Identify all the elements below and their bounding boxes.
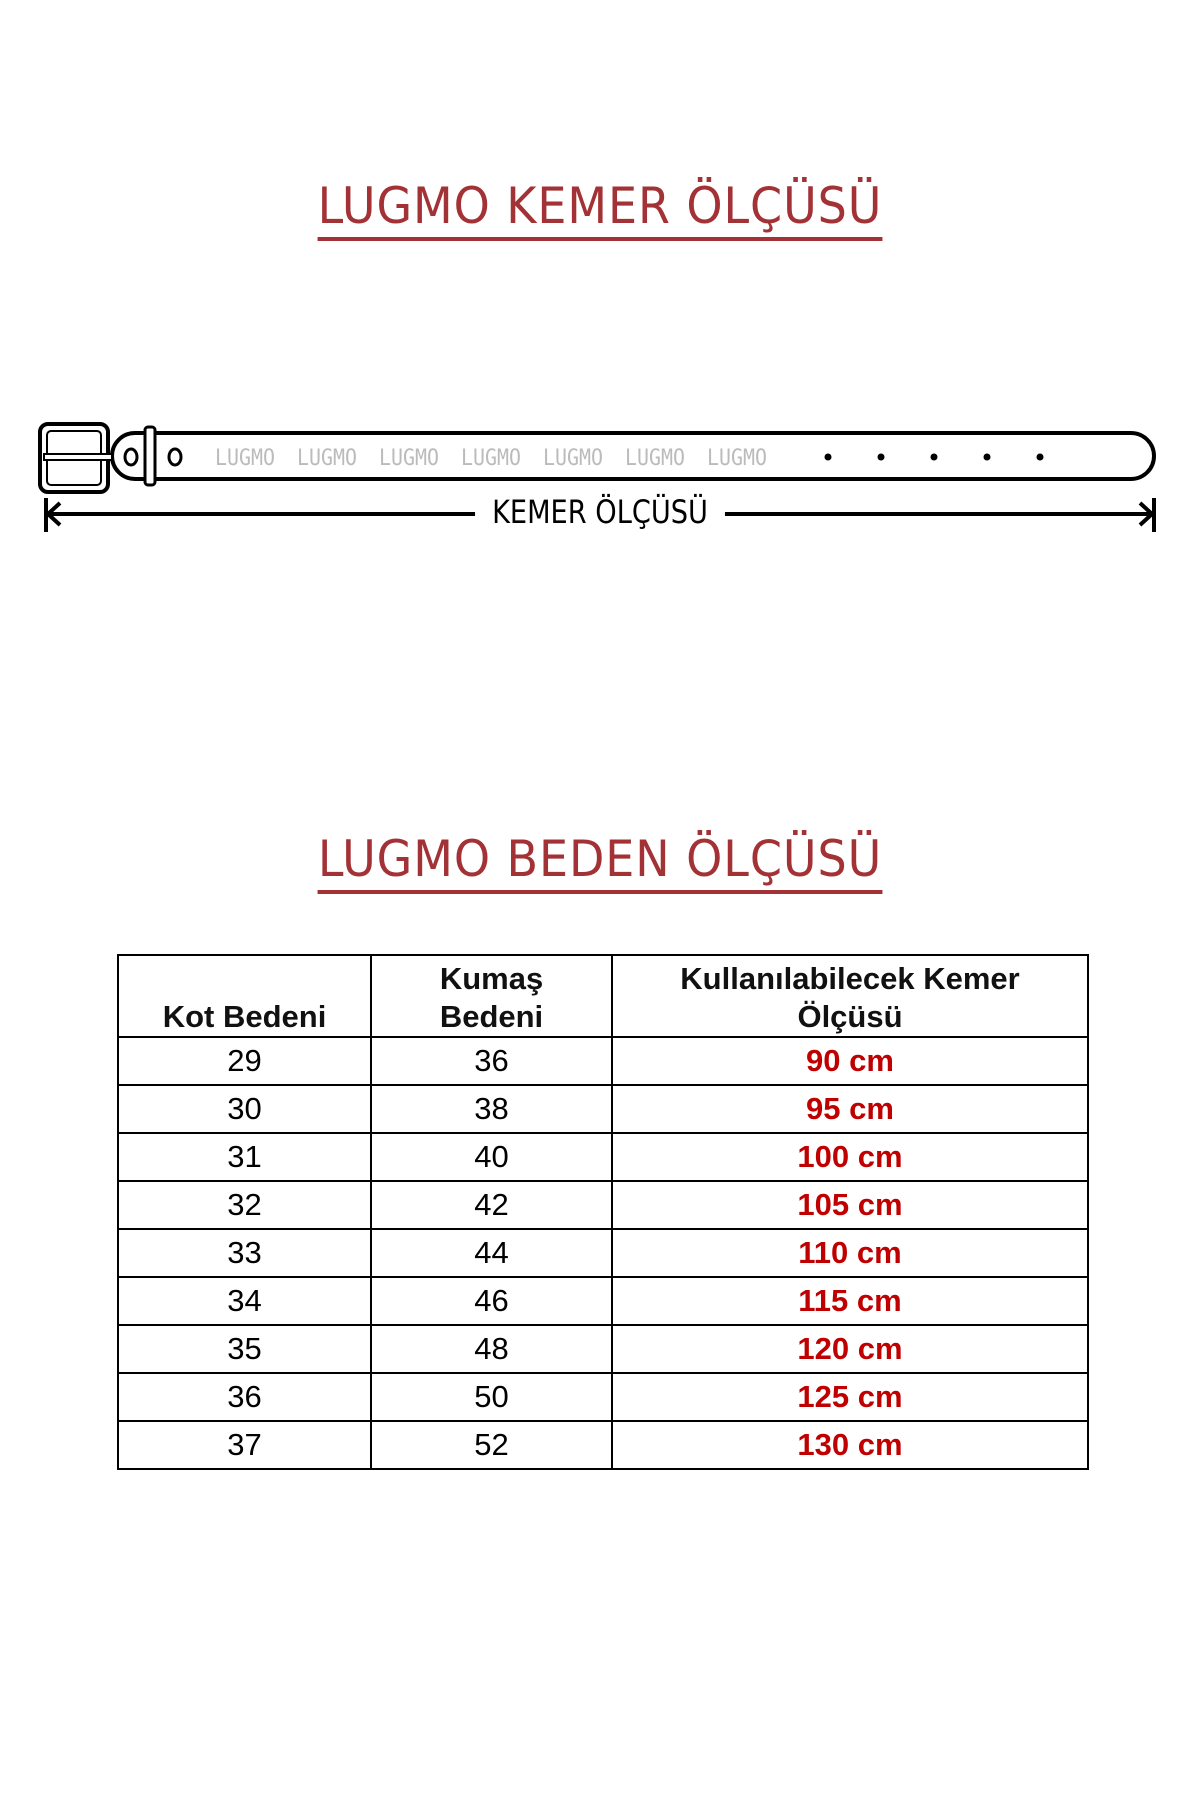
table-row [118,1037,1088,1085]
fabric-size: 40 [371,1133,612,1181]
brand-mark: LUGMO [297,446,357,471]
brand-mark: LUGMO [625,446,685,471]
fabric-size: 46 [371,1277,612,1325]
kot-size: 29 [118,1037,371,1085]
belt-loop-icon [145,427,155,485]
kot-size: 35 [118,1325,371,1373]
belt-size: 105 cm [612,1181,1088,1229]
kot-size: 30 [118,1085,371,1133]
belt-size: 95 cm [612,1085,1088,1133]
table-row [118,1421,1088,1469]
kot-size: 36 [118,1373,371,1421]
kot-size: 34 [118,1277,371,1325]
size-table [117,954,1089,1470]
table-row [118,1277,1088,1325]
belt-size-title: LUGMO KEMER ÖLÇÜSÜ [48,176,1152,236]
belt-size: 100 cm [612,1133,1088,1181]
table-row [118,1181,1088,1229]
fabric-size: 52 [371,1421,612,1469]
belt-size: 130 cm [612,1421,1088,1469]
kot-size: 31 [118,1133,371,1181]
brand-mark: LUGMO [379,446,439,471]
belt-measure-label: KEMER ÖLÇÜSÜ [90,493,1110,531]
table-row [118,1325,1088,1373]
belt-size: 120 cm [612,1325,1088,1373]
belt-icon [40,424,1154,492]
fabric-size: 48 [371,1325,612,1373]
kot-size: 33 [118,1229,371,1277]
table-row [118,1133,1088,1181]
table-row [118,1229,1088,1277]
table-header-row [118,955,1088,1037]
brand-mark: LUGMO [707,446,767,471]
header-kot: Kot Bedeni [118,955,371,1037]
belt-size: 110 cm [612,1229,1088,1277]
kot-size: 37 [118,1421,371,1469]
header-kemer: Kullanılabilecek Kemer Ölçüsü [612,955,1088,1037]
brand-mark: LUGMO [461,446,521,471]
fabric-size: 44 [371,1229,612,1277]
belt-size: 125 cm [612,1373,1088,1421]
belt-size: 90 cm [612,1037,1088,1085]
belt-size: 115 cm [612,1277,1088,1325]
table-row [118,1373,1088,1421]
brand-mark: LUGMO [215,446,275,471]
fabric-size: 38 [371,1085,612,1133]
header-kumas: Kumaş Bedeni [371,955,612,1037]
brand-mark: LUGMO [543,446,603,471]
fabric-size: 36 [371,1037,612,1085]
size-chart-title: LUGMO BEDEN ÖLÇÜSÜ [48,829,1152,889]
fabric-size: 50 [371,1373,612,1421]
fabric-size: 42 [371,1181,612,1229]
table-row [118,1085,1088,1133]
kot-size: 32 [118,1181,371,1229]
